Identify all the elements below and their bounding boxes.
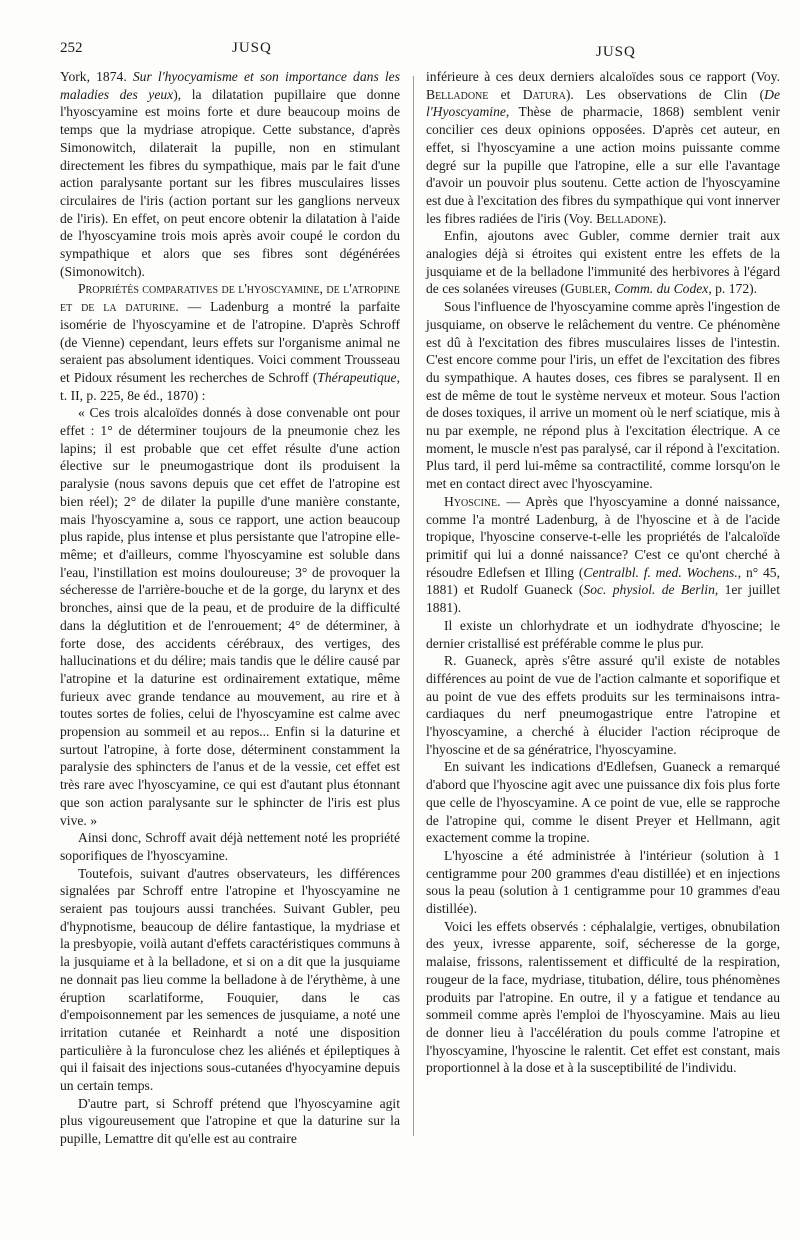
paragraph: inférieure à ces deux derniers alcaloïdes sous ce rapport (Voy. Belladone et Datura). Les observations de Clin (De l'Hyoscyamine, Thèse de pharmacie, 1868) semblent venir concilier ces deux opinions opposées. D'après cet auteur, en effet, si l'hyoscyamine a une action moins puissante comme degré sur la pupille que l'atropine, elle a sur elle l'avantage d'avoir un pouvoir plus soutenu. Cette action de l'hyoscyamine est due à l'excitation des fibres du sympathique qui vont innerver les fibres radiées de l'iris (Voy. Belladone). [426, 69, 780, 226]
paragraph: L'hyoscine a été administrée à l'intérieur (solution à 1 centigramme pour 200 grammes d'eau distillée) et en injections sous la peau (solution à 1 centigramme pour 10 grammes d'eau distillée). [426, 847, 780, 917]
column-divider [413, 76, 414, 1136]
paragraph: York, 1874. Sur l'hyocyamisme et son importance dans les maladies des yeux), la dilatation pupillaire que donne l'hyoscyamine est moins forte et dure beaucoup moins de temps que la mydriase atropique. Cette substance, d'après Simonowitch, dilaterait la pupille, non en stimulant directement les fibres du sympathique, mais par le fait d'une action paralysante portant sur les fibres musculaires lisses circulaires de l'iris (action portant sur les ganglions nerveux de l'iris). En effet, on peut encore obtenir la dilatation à l'aide de l'hyoscyamine trois mois après avoir coupé le cordon du sympathique et alors que ses fibres sont dégénérées (Simonowitch). [60, 69, 400, 279]
quotation-paragraph: « Ces trois alcaloïdes donnés à dose convenable ont pour effet : 1° de déterminer toujours de la pneumonie chez les lapins; il est probable que cet effet résulte d'une action élective sur le pneumogastrique dont ils produisent la paralysie (nous savons depuis que cet effet de l'atropine est bien réel); 2° de dilater la pupille d'une manière constante, mais l'hyoscyamine a, sous ce rapport, une action beaucoup plus rapide, plus intense et plus persistante que l'atropine elle-même; et d'ailleurs, comme l'hyoscyamine est soluble dans l'eau, l'instillation est moins douloureuse; 3° de provoquer la sécheresse de l'arrière-bouche et de la gorge, du larynx et des bronches, ainsi que de la peau, et de produire de la difficulté dans la déglutition et de l'enrouement; 4° de déterminer, à forte dose, des accidents cérébraux, des vertiges, des hallucinations et du délire; mais tandis que le délire causé par l'atropine et la daturine est ordinairement extatique, même furieux avec grande tendance au mouvement, au rire et à toutes sortes de folies, celui de l'hyoscyamine est calme avec propension au sommeil et au repos... Enfin si la daturine et surtout l'atropine, à forte dose, déterminent constamment la paralysie des sphincters de l'anus et de la vessie, cet effet est très rare avec l'hyoscyamine, ce qui est d'autant plus étonnant que son action paralysante sur le sphincter de l'iris est plus vive. » [60, 405, 400, 828]
running-head-left: JUSQ [232, 40, 272, 56]
paragraph: R. Guaneck, après s'être assuré qu'il existe de notables différences au point de vue de l'action calmante et soporifique et au point de vue des effets produits sur les terminaisons intra-cardiaques du nerf pneumogastrique entre l'atropine et l'hyoscyamine, a cherché à élucider l'action réciproque de l'hyoscine et de sa génératrice, l'hyoscyamine. [426, 653, 780, 757]
paragraph: D'autre part, si Schroff prétend que l'hyoscyamine agit plus vigoureusement que l'atropine et que la daturine sur la pupille, Lemattre dit qu'elle est au contraire [60, 1095, 400, 1147]
paragraph: Hyoscine. — Après que l'hyoscyamine a donné naissance, comme l'a montré Ladenburg, à de l'hyoscine et à de l'acide tropique, l'hyoscine conserve-t-elle les propriétés de l'alcaloïde primitif qui lui a donné naissance? C'est ce qu'ont cherché à résoudre Edlefsen et Illing (Centralbl. f. med. Wochens., n° 45, 1881) et Rudolf Guaneck (Soc. physiol. de Berlin, 1er juillet 1881). [426, 493, 780, 616]
paragraph: Il existe un chlorhydrate et un iodhydrate d'hyoscine; le dernier cristallisé est préférable comme le plus pur. [426, 617, 780, 651]
running-head-right: JUSQ [596, 44, 636, 60]
paragraph: En suivant les indications d'Edlefsen, Guaneck a remarqué d'abord que l'hyoscine agit avec une puissance dix fois plus forte que celle de l'hyoscyamine. A ce point de vue, elle se rapproche de l'atropine qui, comme le disent Preyer et Hellmann, agit exactement comme la tropine. [426, 759, 780, 846]
paragraph: Ainsi donc, Schroff avait déjà nettement noté les propriété soporifiques de l'hyoscyamine. [60, 830, 400, 863]
paragraph: Propriétés comparatives de l'hyoscyamine, de l'atropine et de la daturine. — Ladenburg a montré la parfaite isomérie de l'hyoscyamine et de l'atropine. D'après Schroff (de Vienne) cependant, leurs effets sur l'organisme animal ne seraient pas absolument identiques. Voici comment Trousseau et Pidoux résument les recherches de Schroff (Thérapeutique, t. II, p. 225, 8e éd., 1870) : [60, 281, 400, 403]
left-column [60, 68, 400, 1148]
paragraph: Toutefois, suivant d'autres observateurs, les différences signalées par Schroff entre l'atropine et l'hyoscyamine ne seraient pas toujours aussi tranchées. Suivant Gubler, peu d'hypnotisme, beaucoup de délire fantastique, la mydriase et la presbyopie, voilà autant d'effets caractéristiques communs à la jusquiame et à la belladone, et si on a dit que la jusquiame ne donnait pas lieu comme la belladone à de l'érythème, à une éruption scarlatiforme, Fouquier, dans le cas d'empoisonnement par les semences de jusquiame, a noté une irritation cutanée et Reinhardt a noté une disposition particulière à la furonculose chez les aliénés et épileptiques à qui il faisait des injections sous-cutanées d'hyocyamine depuis un certain temps. [60, 865, 400, 1094]
page-number: 252 [60, 40, 83, 56]
right-column [426, 68, 780, 1077]
section-heading: Propriétés comparatives de l'hyoscyamine, de l'atropine et de la daturine. [60, 281, 400, 315]
paragraph: Enfin, ajoutons avec Gubler, comme dernier trait aux analogies déjà si étroites qui existent entre les effets de la jusquiame et de la belladone l'immunité des herbivores à l'égard de ces solanées vireuses (Gubler, Comm. du Codex, p. 172). [426, 228, 780, 297]
paragraph: Sous l'influence de l'hyoscyamine comme après l'ingestion de jusquiame, on observe le relâchement du ventre. Ce phénomène est dû à l'excitation des fibres musculaires lisses de l'intestin. C'est encore comme pour l'iris, un effet de l'excitation des fibres du sympathique. A hautes doses, ces fibres se paralysent. Il en est de même de tout le système nerveux et moteur. Sous l'action de doses toxiques, il arrive un moment où le nerf sciatique, mis à nu par exemple, ne répond plus à l'excitation électrique. A ce moment, le muscle n'est pas paralysé, car il répond à l'excitation. Plus tard, il perd lui-même sa contractilité, comme lorsqu'on le met en contact direct avec l'hyoscyamine. [426, 299, 780, 492]
section-heading: Hyoscine. [444, 493, 501, 509]
paragraph: Voici les effets observés : céphalalgie, vertiges, obnubilation des yeux, ivresse apparente, soif, sécheresse de la gorge, malaise, frissons, ralentissement et difficulté de la respiration, rougeur de la face, mydriase, titubation, délire, tous phénomènes produits par l'atropine. En outre, il y a fatigue et tendance au sommeil comme après l'emploi de l'hyoscyamine. Mais au lieu de donner lieu à l'accélération du pouls comme l'atropine et l'hyoscyamine, l'hyoscine le ralentit. Cet effet est constant, mais proportionnel à la dose et à la susceptibilité de l'individu. [426, 918, 780, 1076]
